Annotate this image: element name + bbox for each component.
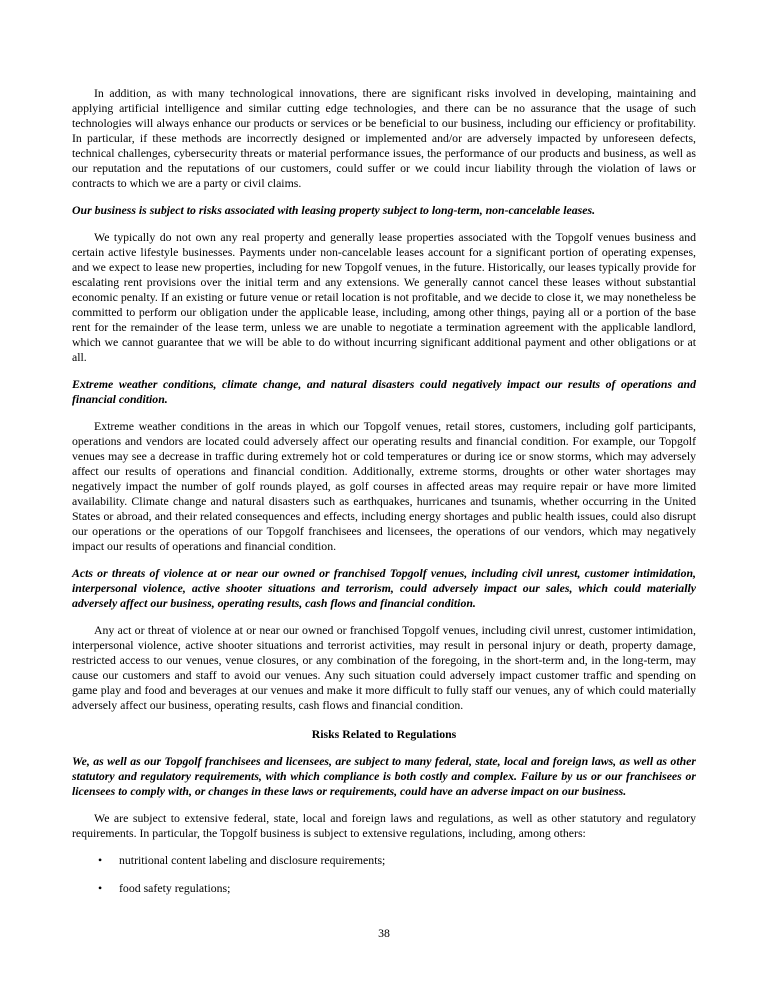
paragraph-violence-risk: Any act or threat of violence at or near our owned or franchised Topgolf venues, including civil unrest, customer intimidation, interpersonal violence, active shooter situations and terrorist activities, may result in personal injury or death, property damage, restricted access to our venues, venue closures, or any combination of the foregoing, in the short-term and, in the long-term, may cause our customers and staff to avoid our venues. Any such situation could adversely impact customer traffic and spending on game play and food and beverages at our venues and make it more difficult to fully staff our venues, any of which could materially adversely affect our business, operating results, cash flows and financial condition. — [72, 623, 696, 712]
regulations-bullet-list — [72, 853, 696, 896]
risk-heading-violence: Acts or threats of violence at or near our owned or franchised Topgolf venues, including civil unrest, customer intimidation, interpersonal violence, active shooter situations and terrorism, could adversely impact our sales, which could materially adversely affect our business, operating results, cash flows and financial condition. — [72, 566, 696, 610]
bullet-icon: • — [98, 881, 103, 895]
bullet-icon: • — [98, 853, 103, 867]
page-number: 38 — [378, 926, 390, 940]
paragraph-regulations-intro: We are subject to extensive federal, state, local and foreign laws and regulations, as well as other statutory and regulatory requirements. In particular, the Topgolf business is subject to extensive regulations, including, among others: — [72, 811, 696, 840]
list-item — [72, 881, 696, 896]
risk-heading-weather: Extreme weather conditions, climate change, and natural disasters could negatively impact our results of operations and financial condition. — [72, 377, 696, 406]
list-item — [72, 853, 696, 868]
risk-heading-leasing: Our business is subject to risks associated with leasing property subject to long-term, non-cancelable leases. — [72, 203, 596, 217]
bullet-text: food safety regulations; — [119, 881, 231, 895]
bullet-text: nutritional content labeling and disclosure requirements; — [119, 853, 386, 867]
paragraph-weather-risk: Extreme weather conditions in the areas in which our Topgolf venues, retail stores, customers, including golf participants, operations and vendors are located could adversely affect our operating results and financial condition. For example, our Topgolf venues may see a decrease in traffic during extremely hot or cold temperatures or during ice or snow storms, which may adversely affect our results of operations and financial condition. Additionally, extreme storms, droughts or other water shortages may negatively impact the number of golf rounds played, as golf courses in affected areas may require repair or have more limited availability. Climate change and natural disasters such as earthquakes, hurricanes and tsunamis, whether occurring in the United States or abroad, and their related consequences and effects, including energy shortages and public health issues, could also disrupt our operations or the operations of our Topgolf franchisees and licensees, the operations of our vendors, which may negatively impact our results of operations and financial condition. — [72, 419, 696, 553]
risk-heading-regulations: We, as well as our Topgolf franchisees and licensees, are subject to many federal, state, local and foreign laws, as well as other statutory and regulatory requirements, with which compliance is both costly and complex. Failure by us or our franchisees or licensees to comply with, or changes in these laws or requirements, could have an adverse impact on our business. — [72, 754, 696, 798]
paragraph-leasing-risk: We typically do not own any real property and generally lease properties associated with the Topgolf venues business and certain active lifestyle businesses. Payments under non-cancelable leases account for a significant portion of operating expenses, and we expect to lease new properties, including for new Topgolf venues, in the future. Historically, our leases typically provide for escalating rent provisions over the initial term and any extensions. We generally cannot cancel these leases without substantial economic penalty. If an existing or future venue or retail location is not profitable, and we decide to close it, we may nonetheless be committed to perform our obligation under the applicable lease, including, among other things, paying all or a portion of the base rent for the remainder of the lease term, unless we are unable to negotiate a termination agreement with the applicable landlord, which we cannot guarantee that we will be able to do without incurring significant additional payment and other obligations or at all. — [72, 230, 696, 364]
document-content — [72, 0, 696, 909]
section-heading-risks-related-to-regulations: Risks Related to Regulations — [311, 727, 457, 741]
paragraph-ai-technology-risk: In addition, as with many technological innovations, there are significant risks involved in developing, maintaining and applying artificial intelligence and similar cutting edge technologies, and there can be no assurance that the usage of such technologies will always enhance our products or services or be beneficial to our business, including our efficiency or profitability. In particular, if these methods are incorrectly designed or implemented and/or are adversely impacted by unforeseen defects, technical challenges, cybersecurity threats or material performance issues, the performance of our products and business, as well as our reputation and the reputations of our customers, could suffer or we could incur liability through the violation of laws or contracts to which we are a party or civil claims. — [72, 86, 696, 190]
